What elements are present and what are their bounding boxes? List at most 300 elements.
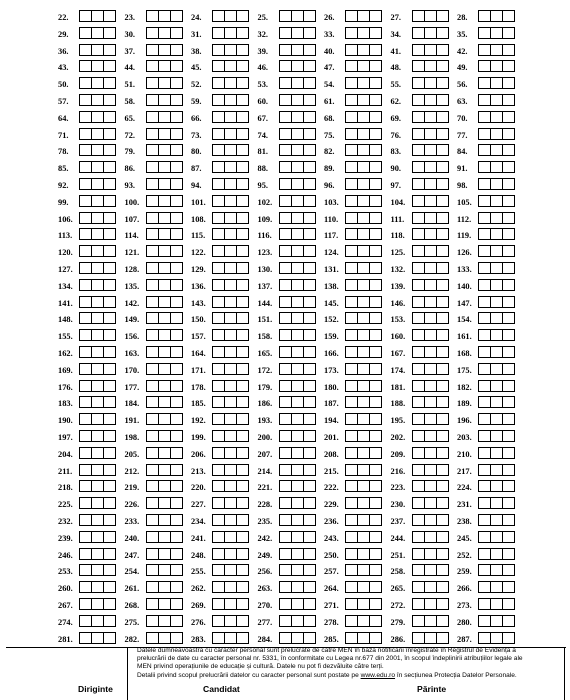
answer-box[interactable] [103, 94, 116, 106]
answer-box[interactable] [103, 380, 116, 392]
answer-box[interactable] [170, 413, 183, 425]
answer-box[interactable] [103, 178, 116, 190]
answer-number: 121. [124, 248, 140, 258]
edu-ro-link[interactable]: www.edu.ro [360, 671, 396, 679]
answer-box[interactable] [170, 77, 183, 89]
notice-line-4-suffix: în secțiunea Protecția Datelor Personale. [396, 671, 517, 679]
answer-boxes [345, 346, 382, 358]
answer-box[interactable] [502, 564, 515, 576]
answer-box[interactable] [303, 212, 316, 224]
answer-box[interactable] [369, 128, 382, 140]
answer-box[interactable] [170, 564, 183, 576]
answer-box[interactable] [369, 60, 382, 72]
answer-box[interactable] [236, 279, 249, 291]
answer-box[interactable] [502, 548, 515, 560]
answer-box[interactable] [303, 413, 316, 425]
answer-box[interactable] [103, 396, 116, 408]
answer-box[interactable] [369, 77, 382, 89]
answer-box[interactable] [236, 329, 249, 341]
answer-box[interactable] [369, 497, 382, 509]
answer-box[interactable] [436, 296, 449, 308]
answer-box[interactable] [103, 632, 116, 644]
answer-box[interactable] [236, 480, 249, 492]
answer-box[interactable] [436, 363, 449, 375]
answer-box[interactable] [236, 212, 249, 224]
answer-box[interactable] [369, 564, 382, 576]
answer-number: 48. [390, 63, 401, 73]
answer-box[interactable] [502, 514, 515, 526]
answer-box[interactable] [103, 44, 116, 56]
answer-box[interactable] [303, 430, 316, 442]
answer-number: 194. [324, 416, 339, 426]
answer-box[interactable] [103, 497, 116, 509]
answer-box[interactable] [502, 144, 515, 156]
answer-box[interactable] [236, 447, 249, 459]
answer-boxes [146, 329, 183, 341]
answer-box[interactable] [369, 329, 382, 341]
answer-boxes [279, 178, 316, 190]
answer-box[interactable] [170, 430, 183, 442]
answer-box[interactable] [369, 363, 382, 375]
answer-box[interactable] [303, 128, 316, 140]
answer-box[interactable] [369, 430, 382, 442]
answer-box[interactable] [369, 514, 382, 526]
answer-box[interactable] [170, 212, 183, 224]
answer-box[interactable] [502, 447, 515, 459]
answer-boxes [345, 531, 382, 543]
answer-box[interactable] [236, 598, 249, 610]
answer-box[interactable] [103, 195, 116, 207]
answer-box[interactable] [236, 161, 249, 173]
answer-box[interactable] [303, 380, 316, 392]
answer-box[interactable] [303, 77, 316, 89]
answer-box[interactable] [436, 77, 449, 89]
answer-box[interactable] [436, 497, 449, 509]
answer-box[interactable] [436, 581, 449, 593]
answer-box[interactable] [303, 464, 316, 476]
answer-box[interactable] [436, 195, 449, 207]
answer-box[interactable] [103, 161, 116, 173]
answer-box[interactable] [369, 296, 382, 308]
answer-box[interactable] [502, 581, 515, 593]
answer-box[interactable] [236, 430, 249, 442]
answer-box[interactable] [103, 363, 116, 375]
answer-box[interactable] [236, 312, 249, 324]
answer-box[interactable] [170, 329, 183, 341]
answer-box[interactable] [436, 60, 449, 72]
answer-boxes [79, 430, 116, 442]
answer-box[interactable] [303, 548, 316, 560]
answer-box[interactable] [103, 279, 116, 291]
answer-box[interactable] [236, 564, 249, 576]
answer-box[interactable] [369, 480, 382, 492]
answer-boxes [412, 413, 449, 425]
answer-box[interactable] [170, 144, 183, 156]
answer-box[interactable] [170, 178, 183, 190]
answer-box[interactable] [236, 413, 249, 425]
answer-box[interactable] [369, 581, 382, 593]
answer-box[interactable] [369, 548, 382, 560]
answer-box[interactable] [436, 111, 449, 123]
answer-box[interactable] [436, 44, 449, 56]
answer-box[interactable] [303, 598, 316, 610]
answer-box[interactable] [170, 514, 183, 526]
answer-box[interactable] [502, 346, 515, 358]
answer-number: 216. [390, 466, 406, 476]
answer-number: 103. [324, 197, 339, 207]
answer-box[interactable] [436, 27, 449, 39]
answer-box[interactable] [170, 44, 183, 56]
answer-box[interactable] [502, 413, 515, 425]
answer-box[interactable] [236, 128, 249, 140]
answer-box[interactable] [436, 346, 449, 358]
answer-box[interactable] [369, 195, 382, 207]
answer-box[interactable] [502, 161, 515, 173]
answer-box[interactable] [436, 262, 449, 274]
answer-box[interactable] [236, 27, 249, 39]
answer-box[interactable] [303, 615, 316, 627]
answer-box[interactable] [303, 581, 316, 593]
answer-boxes [478, 413, 515, 425]
answer-box[interactable] [303, 10, 316, 22]
answer-box[interactable] [236, 10, 249, 22]
answer-box[interactable] [170, 60, 183, 72]
answer-box[interactable] [502, 128, 515, 140]
answer-box[interactable] [369, 447, 382, 459]
answer-box[interactable] [436, 430, 449, 442]
answer-box[interactable] [369, 178, 382, 190]
answer-box[interactable] [436, 615, 449, 627]
answer-box[interactable] [170, 598, 183, 610]
answer-box[interactable] [369, 44, 382, 56]
answer-box[interactable] [170, 111, 183, 123]
answer-box[interactable] [303, 531, 316, 543]
answer-box[interactable] [170, 128, 183, 140]
answer-box[interactable] [369, 346, 382, 358]
answer-box[interactable] [303, 27, 316, 39]
answer-box[interactable] [170, 296, 183, 308]
answer-box[interactable] [103, 228, 116, 240]
answer-box[interactable] [236, 296, 249, 308]
answer-box[interactable] [502, 396, 515, 408]
answer-box[interactable] [170, 161, 183, 173]
answer-box[interactable] [369, 598, 382, 610]
answer-boxes [79, 447, 116, 459]
answer-box[interactable] [303, 144, 316, 156]
answer-box[interactable] [303, 363, 316, 375]
answer-boxes [412, 346, 449, 358]
answer-box[interactable] [236, 380, 249, 392]
answer-box[interactable] [103, 514, 116, 526]
answer-box[interactable] [436, 279, 449, 291]
answer-box[interactable] [303, 195, 316, 207]
answer-box[interactable] [502, 279, 515, 291]
answer-box[interactable] [236, 548, 249, 560]
answer-box[interactable] [436, 464, 449, 476]
answer-box[interactable] [436, 632, 449, 644]
answer-box[interactable] [103, 581, 116, 593]
answer-box[interactable] [369, 161, 382, 173]
answer-box[interactable] [236, 615, 249, 627]
answer-number: 200. [257, 433, 273, 442]
answer-box[interactable] [236, 195, 249, 207]
answer-box[interactable] [369, 531, 382, 543]
answer-box[interactable] [236, 346, 249, 358]
answer-box[interactable] [103, 77, 116, 89]
answer-box[interactable] [103, 598, 116, 610]
answer-box[interactable] [436, 548, 449, 560]
answer-boxes [279, 312, 316, 324]
answer-box[interactable] [502, 10, 515, 22]
answer-box[interactable] [236, 497, 249, 509]
answer-box[interactable] [303, 111, 316, 123]
answer-box[interactable] [103, 111, 116, 123]
answer-box[interactable] [369, 413, 382, 425]
answer-box[interactable] [103, 262, 116, 274]
answer-box[interactable] [103, 464, 116, 476]
answer-box[interactable] [103, 346, 116, 358]
answer-box[interactable] [103, 128, 116, 140]
answer-box[interactable] [436, 447, 449, 459]
answer-box[interactable] [436, 480, 449, 492]
answer-box[interactable] [236, 464, 249, 476]
answer-number: 268. [124, 601, 140, 610]
answer-box[interactable] [170, 531, 183, 543]
answer-box[interactable] [369, 228, 382, 240]
answer-boxes [146, 77, 183, 89]
answer-box[interactable] [103, 430, 116, 442]
answer-boxes [345, 10, 382, 22]
answer-number: 197. [58, 433, 73, 442]
answer-box[interactable] [236, 262, 249, 274]
answer-box[interactable] [170, 312, 183, 324]
answer-box[interactable] [436, 329, 449, 341]
answer-box[interactable] [502, 44, 515, 56]
answer-box[interactable] [502, 228, 515, 240]
answer-box[interactable] [236, 514, 249, 526]
answer-boxes [79, 161, 116, 173]
answer-number: 153. [390, 315, 406, 325]
answer-box[interactable] [103, 212, 116, 224]
answer-box[interactable] [303, 262, 316, 274]
answer-box[interactable] [303, 480, 316, 492]
answer-box[interactable] [369, 396, 382, 408]
answer-box[interactable] [502, 312, 515, 324]
answer-box[interactable] [436, 128, 449, 140]
answer-boxes [345, 632, 382, 644]
answer-box[interactable] [170, 464, 183, 476]
answer-box[interactable] [502, 531, 515, 543]
answer-boxes [279, 161, 316, 173]
answer-box[interactable] [502, 245, 515, 257]
answer-box[interactable] [502, 329, 515, 341]
answer-box[interactable] [236, 77, 249, 89]
answer-box[interactable] [103, 144, 116, 156]
answer-box[interactable] [502, 615, 515, 627]
answer-box[interactable] [369, 10, 382, 22]
answer-box[interactable] [436, 413, 449, 425]
answer-box[interactable] [436, 564, 449, 576]
answer-box[interactable] [436, 161, 449, 173]
answer-box[interactable] [170, 581, 183, 593]
answer-number: 174. [390, 365, 406, 375]
answer-box[interactable] [369, 279, 382, 291]
answer-box[interactable] [436, 228, 449, 240]
answer-box[interactable] [369, 262, 382, 274]
answer-box[interactable] [103, 245, 116, 257]
answer-box[interactable] [170, 480, 183, 492]
answer-box[interactable] [502, 632, 515, 644]
answer-box[interactable] [303, 296, 316, 308]
answer-box[interactable] [303, 279, 316, 291]
answer-box[interactable] [502, 480, 515, 492]
answer-box[interactable] [170, 380, 183, 392]
answer-box[interactable] [369, 27, 382, 39]
answer-box[interactable] [103, 480, 116, 492]
answer-box[interactable] [369, 312, 382, 324]
answer-box[interactable] [436, 212, 449, 224]
answer-box[interactable] [502, 195, 515, 207]
answer-box[interactable] [502, 178, 515, 190]
answer-box[interactable] [436, 144, 449, 156]
answer-box[interactable] [303, 632, 316, 644]
answer-box[interactable] [170, 396, 183, 408]
answer-box[interactable] [103, 27, 116, 39]
answer-box[interactable] [436, 178, 449, 190]
answer-box[interactable] [303, 44, 316, 56]
answer-box[interactable] [436, 514, 449, 526]
answer-box[interactable] [103, 413, 116, 425]
answer-number: 157. [191, 332, 206, 342]
answer-box[interactable] [170, 262, 183, 274]
answer-box[interactable] [502, 464, 515, 476]
answer-box[interactable] [103, 312, 116, 324]
answer-box[interactable] [369, 144, 382, 156]
answer-box[interactable] [236, 396, 249, 408]
answer-box[interactable] [170, 245, 183, 257]
answer-box[interactable] [502, 27, 515, 39]
answer-box[interactable] [369, 380, 382, 392]
answer-box[interactable] [103, 60, 116, 72]
answer-box[interactable] [303, 228, 316, 240]
answer-box[interactable] [502, 60, 515, 72]
answer-box[interactable] [236, 111, 249, 123]
answer-box[interactable] [103, 296, 116, 308]
answer-box[interactable] [236, 178, 249, 190]
answer-box[interactable] [303, 94, 316, 106]
answer-box[interactable] [103, 615, 116, 627]
answer-box[interactable] [170, 279, 183, 291]
answer-boxes [478, 632, 515, 644]
answer-box[interactable] [502, 430, 515, 442]
answer-box[interactable] [436, 312, 449, 324]
answer-box[interactable] [502, 77, 515, 89]
answer-box[interactable] [170, 346, 183, 358]
answer-box[interactable] [369, 632, 382, 644]
answer-box[interactable] [170, 447, 183, 459]
answer-box[interactable] [436, 396, 449, 408]
answer-box[interactable] [502, 497, 515, 509]
answer-boxes [412, 94, 449, 106]
answer-box[interactable] [369, 94, 382, 106]
answer-number: 116. [257, 231, 272, 241]
answer-box[interactable] [303, 312, 316, 324]
answer-box[interactable] [236, 632, 249, 644]
answer-box[interactable] [502, 94, 515, 106]
answer-box[interactable] [170, 94, 183, 106]
answer-box[interactable] [502, 212, 515, 224]
answer-box[interactable] [502, 111, 515, 123]
answer-box[interactable] [170, 363, 183, 375]
answer-box[interactable] [436, 531, 449, 543]
answer-box[interactable] [369, 111, 382, 123]
answer-box[interactable] [502, 363, 515, 375]
answer-box[interactable] [236, 581, 249, 593]
answer-box[interactable] [170, 497, 183, 509]
answer-box[interactable] [236, 144, 249, 156]
answer-box[interactable] [103, 548, 116, 560]
answer-box[interactable] [502, 296, 515, 308]
answer-box[interactable] [303, 564, 316, 576]
answer-boxes [478, 363, 515, 375]
answer-box[interactable] [170, 632, 183, 644]
answer-box[interactable] [303, 447, 316, 459]
answer-box[interactable] [236, 363, 249, 375]
answer-box[interactable] [236, 60, 249, 72]
answer-box[interactable] [303, 396, 316, 408]
answer-box[interactable] [103, 329, 116, 341]
answer-box[interactable] [103, 531, 116, 543]
answer-box[interactable] [369, 212, 382, 224]
answer-box[interactable] [303, 346, 316, 358]
answer-box[interactable] [170, 228, 183, 240]
answer-box[interactable] [303, 514, 316, 526]
answer-box[interactable] [369, 615, 382, 627]
answer-boxes [79, 564, 116, 576]
answer-box[interactable] [303, 245, 316, 257]
answer-box[interactable] [436, 10, 449, 22]
answer-box[interactable] [236, 94, 249, 106]
answer-box[interactable] [436, 94, 449, 106]
answer-box[interactable] [170, 27, 183, 39]
answer-box[interactable] [103, 10, 116, 22]
answer-box[interactable] [236, 245, 249, 257]
answer-box[interactable] [436, 245, 449, 257]
answer-box[interactable] [170, 195, 183, 207]
answer-box[interactable] [236, 531, 249, 543]
answer-box[interactable] [369, 464, 382, 476]
answer-box[interactable] [303, 161, 316, 173]
answer-box[interactable] [502, 262, 515, 274]
answer-box[interactable] [236, 44, 249, 56]
answer-box[interactable] [236, 228, 249, 240]
answer-box[interactable] [103, 564, 116, 576]
answer-box[interactable] [369, 245, 382, 257]
answer-box[interactable] [436, 380, 449, 392]
answer-box[interactable] [303, 178, 316, 190]
answer-box[interactable] [303, 329, 316, 341]
answer-box[interactable] [170, 10, 183, 22]
answer-box[interactable] [502, 380, 515, 392]
answer-box[interactable] [170, 548, 183, 560]
answer-box[interactable] [103, 447, 116, 459]
answer-box[interactable] [303, 60, 316, 72]
answer-box[interactable] [502, 598, 515, 610]
answer-boxes [79, 531, 116, 543]
answer-box[interactable] [303, 497, 316, 509]
answer-box[interactable] [436, 598, 449, 610]
answer-box[interactable] [170, 615, 183, 627]
